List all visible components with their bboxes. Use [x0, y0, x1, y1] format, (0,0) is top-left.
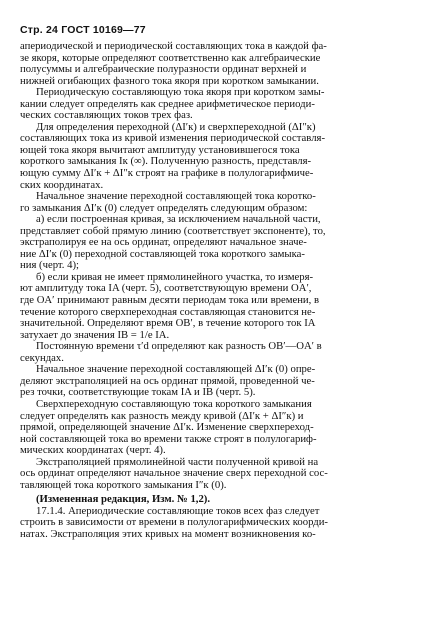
text-line: ние ΔI′к (0) переходной составляющей тока короткого замыка-	[20, 248, 305, 260]
text-line: строить в зависимости от времени в полулогарифмических коорди-	[20, 517, 328, 529]
document-id: ГОСТ 10169—77	[61, 24, 146, 36]
text-line: нижней огибающих фазного тока якоря при коротком замыкании.	[20, 75, 319, 87]
text-line: ющей тока якоря вычитают амплитуду установившегося тока	[20, 144, 300, 156]
text-line: тавляющей тока короткого замыкания I″к (0).	[20, 479, 227, 491]
text-line: а) если построенная кривая, за исключением начальной части,	[36, 214, 321, 226]
text-line: представляет собой прямую линию (соответствует экспоненте), то,	[20, 225, 326, 237]
text-line: ют амплитуду тока IA (черт. 5), соответствующую времени OA′,	[20, 283, 312, 295]
text-line: б) если кривая не имеет прямолинейного участка, то измеря-	[36, 271, 314, 283]
text-line: ческих составляющих токов трех фаз.	[20, 110, 193, 122]
text-line: полусуммы и алгебраические полуразности ординат верхней и	[20, 64, 307, 76]
text-line: ских координатах.	[20, 179, 104, 191]
text-line: деляют экстраполяцией на ось ординат прямой, проведенной че-	[20, 375, 315, 387]
text-line: где OA′ принимают равным десяти периодам тока или времени, в	[20, 295, 320, 307]
text-line: апериодической и периодической составляющих тока в каждой фа-	[20, 41, 327, 52]
text-line: Сверхпереходную составляющую тока короткого замыкания	[36, 398, 312, 410]
text-line: секундах.	[20, 352, 64, 364]
text-line: го замыкания ΔI′к (0) следует определять следующим образом:	[20, 202, 308, 214]
text-line: Начальное значение переходной составляющей ΔI′к (0) опре-	[36, 364, 316, 376]
page-header	[20, 24, 146, 36]
text-line: прямой, определяющей значение ΔI′к. Изменение сверхпереход-	[20, 422, 314, 434]
text-line: ния (черт. 4);	[20, 260, 79, 272]
text-line: составляющих тока из кривой изменения периодической составля-	[20, 133, 326, 145]
text-line: рез точки, соответствующие токам IA и IB (черт. 5).	[20, 387, 256, 399]
text-line: 17.1.4. Апериодические составляющие токов всех фаз следует	[36, 505, 320, 517]
text-line: значительной. Определяют время OB′, в течение которого ток IA	[20, 318, 316, 330]
text-line: затухает до значения IB = 1/e IA.	[20, 329, 170, 341]
text-line: Экстраполяцией прямолинейной части полученной кривой на	[36, 456, 319, 468]
text-line: натах. Экстраполяция этих кривых на момент возникновения ко-	[20, 528, 316, 540]
text-line: Постоянную времени τ′d определяют как разность OB′—OA′ в	[36, 341, 322, 353]
page-label: Стр. 24	[20, 24, 59, 36]
body-text	[20, 41, 411, 541]
text-line: следует определять как разность между кривой (ΔI′к + ΔI″к) и	[20, 410, 304, 422]
text-line: Начальное значение переходной составляющей тока коротко-	[36, 191, 316, 203]
text-line: ось ординат определяют начальное значение сверх переходной сос-	[20, 468, 328, 480]
amendment-note: (Измененная редакция, Изм. № 1,2).	[36, 494, 211, 506]
text-line: ющую сумму ΔI′к + ΔI″к строят на графике в полулогарифмиче-	[20, 168, 314, 180]
text-line: зе якоря, которые определяют соответственно как алгебраические	[20, 52, 321, 64]
text-line: экстраполируя ее на ось ординат, определяют начальное значе-	[20, 237, 307, 249]
text-line: кании следует определять как среднее арифметическое периоди-	[20, 98, 315, 110]
text-line: мических координатах (черт. 4).	[20, 445, 166, 457]
text-line: течение которого сверхпереходная составляющая становится не-	[20, 306, 316, 318]
text-line: ной составляющей тока во времени также строят в полулогариф-	[20, 433, 317, 445]
text-line: Для определения переходной (ΔI′к) и сверхпереходной (ΔI″к)	[36, 121, 316, 133]
text-line: Периодическую составляющую тока якоря при коротком замы-	[36, 87, 325, 99]
text-line: короткого замыкания Iк (∞). Полученную разность, представля-	[20, 156, 312, 168]
